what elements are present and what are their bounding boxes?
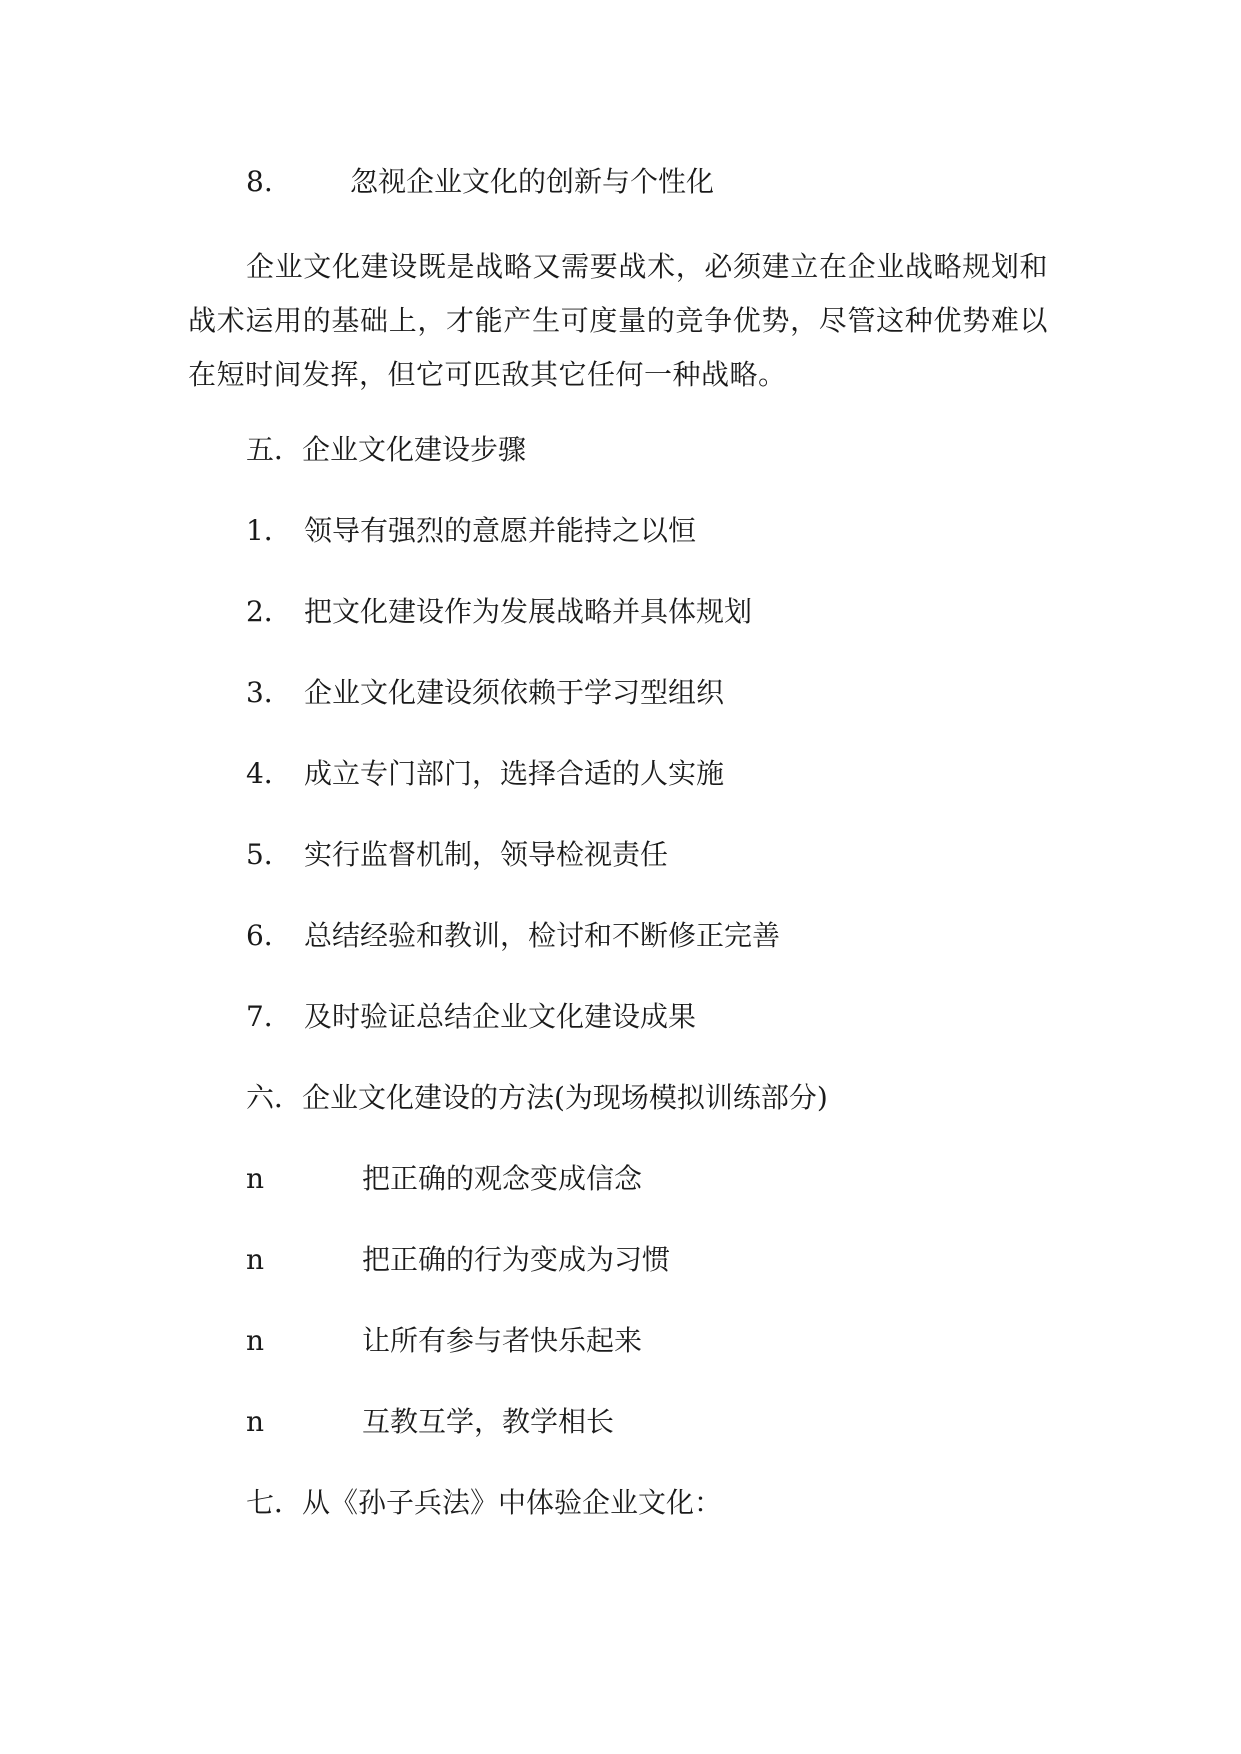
bullet-text: 把正确的观念变成信念: [362, 1162, 643, 1195]
bullet-marker: n: [246, 1405, 265, 1438]
section-8-number: 8.: [246, 165, 273, 198]
bullet-marker: n: [246, 1162, 265, 1195]
step-number: 4．: [246, 757, 292, 790]
step-text: 实行监督机制，领导检视责任: [304, 838, 669, 871]
section-5-heading: 五．企业文化建设步骤: [246, 433, 527, 466]
step-number: 2．: [246, 595, 292, 628]
step-number: 7．: [246, 1000, 292, 1033]
step-text: 把文化建设作为发展战略并具体规划: [304, 595, 753, 628]
section-8-title: 忽视企业文化的创新与个性化: [350, 165, 715, 198]
bullet-text: 让所有参与者快乐起来: [362, 1324, 643, 1357]
step-text: 总结经验和教训，检讨和不断修正完善: [304, 919, 781, 952]
step-text: 领导有强烈的意愿并能持之以恒: [304, 514, 697, 547]
step-text: 成立专门部门，选择合适的人实施: [304, 757, 725, 790]
body-paragraph: 企业文化建设既是战略又需要战术，必须建立在企业战略规划和战术运用的基础上，才能产生可度量的竞争优势，尽管这种优势难以在短时间发挥，但它可匹敌其它任何一种战略。: [188, 250, 1048, 391]
bullet-text: 互教互学，教学相长: [362, 1405, 615, 1438]
step-text: 企业文化建设须依赖于学习型组织: [304, 676, 725, 709]
step-number: 6．: [246, 919, 292, 952]
bullet-marker: n: [246, 1243, 265, 1276]
bullet-text: 把正确的行为变成为习惯: [362, 1243, 671, 1276]
step-number: 5．: [246, 838, 292, 871]
section-7-heading: 七．从《孙子兵法》中体验企业文化：: [246, 1486, 723, 1519]
step-number: 1．: [246, 514, 292, 547]
section-6-heading: 六．企业文化建设的方法(为现场模拟训练部分): [246, 1081, 828, 1114]
step-number: 3．: [246, 676, 292, 709]
step-text: 及时验证总结企业文化建设成果: [304, 1000, 697, 1033]
bullet-marker: n: [246, 1324, 265, 1357]
